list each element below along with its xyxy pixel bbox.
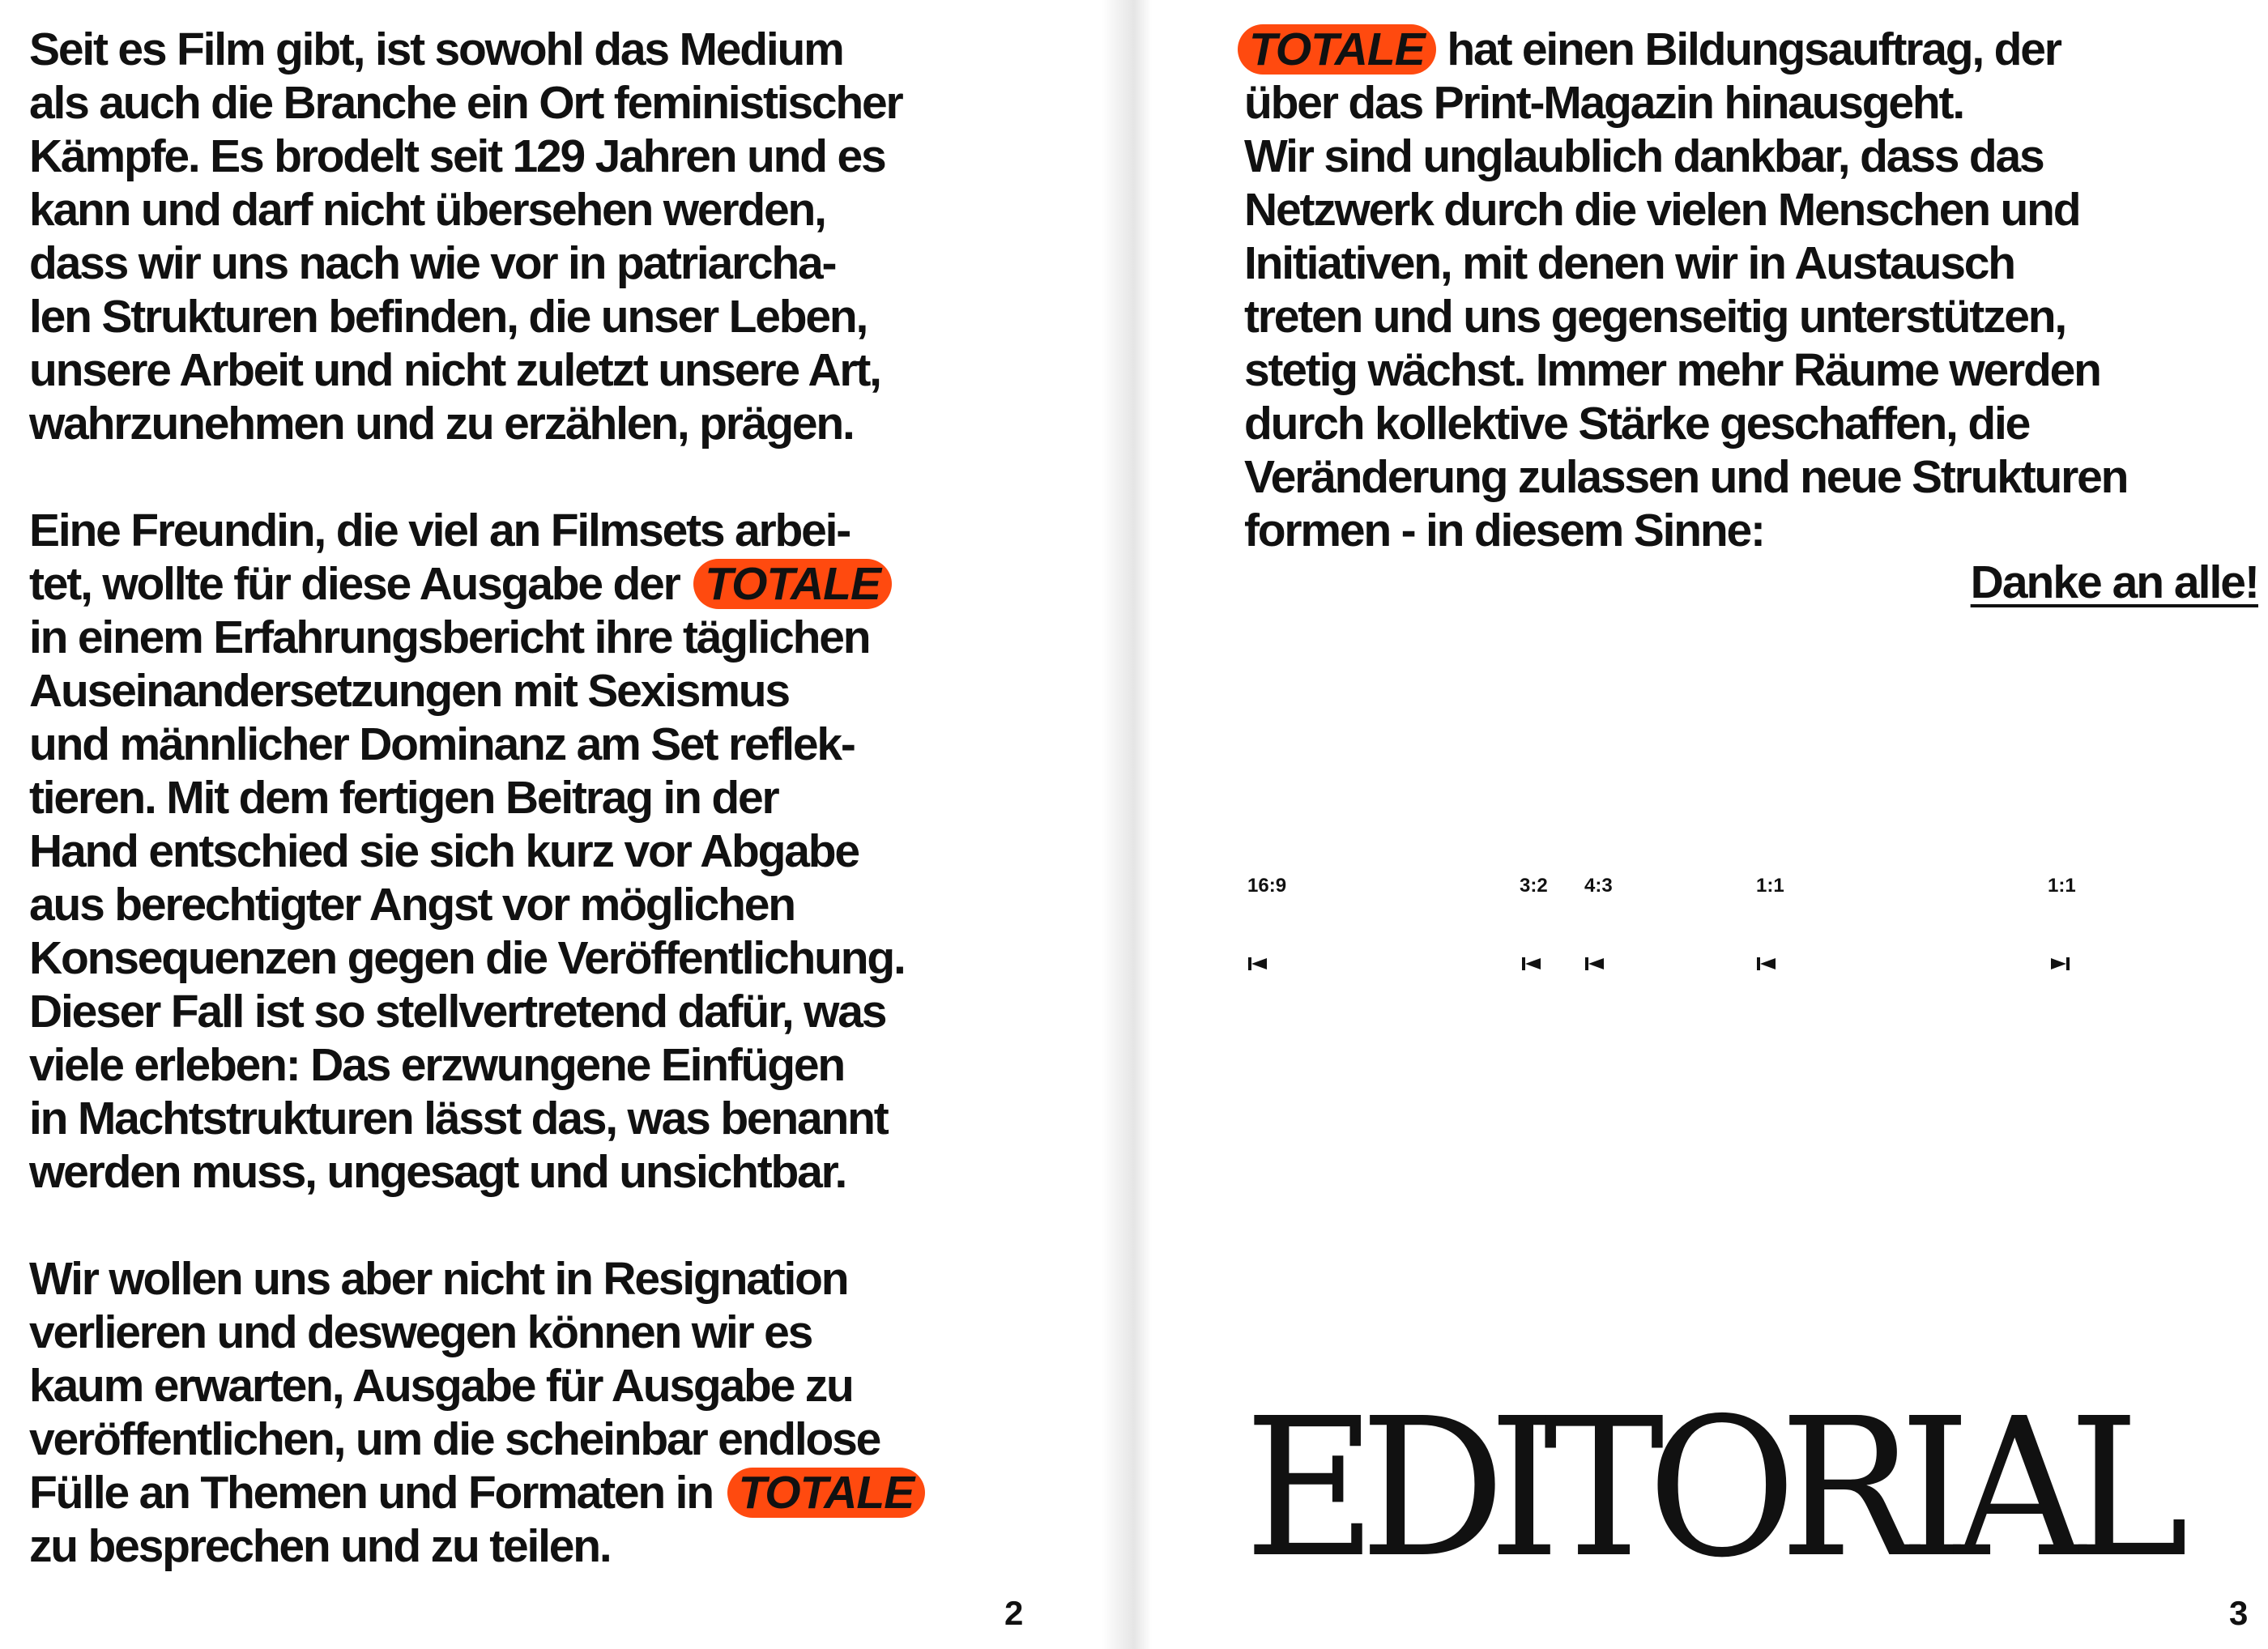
text-line: hat einen Bildungsauftrag, der: [1447, 23, 2061, 75]
paragraph-2: [29, 504, 925, 1199]
left-body-text: [29, 23, 925, 1573]
text-line: stetig wächst. Immer mehr Räume werden: [1244, 344, 2100, 396]
text-line: viele erleben: Das erzwungene Einfügen: [29, 1039, 845, 1091]
gutter-shadow: [1102, 0, 1134, 1649]
text-line: aus berechtigter Angst vor möglichen: [29, 879, 795, 931]
paragraph-right: [1244, 23, 2127, 557]
ratio-label-1-1: 1:1: [1756, 875, 1784, 897]
paragraph-1: [29, 23, 925, 450]
text-line: über das Print-Magazin hinausgeht.: [1244, 77, 1963, 129]
right-body-text: [1244, 23, 2127, 557]
text-line: formen - in diesem Sinne:: [1244, 505, 1764, 556]
text-line: wahrzunehmen und zu erzählen, prägen.: [29, 398, 854, 450]
paragraph-gap: [29, 450, 925, 504]
start-marker-icon: [1247, 956, 1268, 972]
text-line: Konsequenzen gegen die Veröffentlichung.: [29, 932, 905, 984]
text-line: tet, wollte für diese Ausgabe der: [29, 558, 680, 610]
totale-highlight: TOTALE: [1238, 24, 1436, 75]
text-line: Seit es Film gibt, ist sowohl das Medium: [29, 23, 843, 75]
text-line: kann und darf nicht übersehen werden,: [29, 184, 825, 236]
text-line: dass wir uns nach wie vor in patriarcha-: [29, 237, 836, 289]
thanks-note: Danke an alle!: [1970, 556, 2258, 608]
totale-highlight: TOTALE: [727, 1468, 926, 1518]
text-line: len Strukturen befinden, die unser Leben,: [29, 291, 868, 343]
text-line: Netzwerk durch die vielen Menschen und: [1244, 184, 2080, 236]
text-line: Wir sind unglaublich dankbar, dass das: [1244, 130, 2044, 182]
editorial-title: EDITORIAL: [1244, 1377, 2172, 1600]
text-line: Wir wollen uns aber nicht in Resignation: [29, 1253, 848, 1305]
text-line: Auseinandersetzungen mit Sexismus: [29, 665, 789, 717]
ratio-label-3-2: 3:2: [1520, 875, 1548, 897]
text-line: kaum erwarten, Ausgabe für Ausgabe zu: [29, 1360, 853, 1412]
text-line: treten und uns gegenseitig unterstützen,: [1244, 291, 2066, 343]
text-line: Fülle an Themen und Formaten in: [29, 1467, 713, 1519]
text-line: veröffentlichen, um die scheinbar endlose: [29, 1413, 880, 1465]
start-marker-icon: [1584, 956, 1605, 972]
ratio-label-16-9: 16:9: [1247, 875, 1287, 897]
page-number-left: 2: [1004, 1594, 1024, 1632]
totale-highlight: TOTALE: [693, 559, 892, 609]
right-page: [1134, 0, 2268, 1649]
text-line: unsere Arbeit und nicht zuletzt unsere Art,: [29, 344, 880, 396]
ratio-label-4-3: 4:3: [1584, 875, 1613, 897]
text-line: in Machtstrukturen lässt das, was benannt: [29, 1093, 888, 1144]
text-line: Hand entschied sie sich kurz vor Abgabe: [29, 825, 859, 877]
text-line: Eine Freundin, die viel an Filmsets arbei-: [29, 505, 850, 556]
text-line: in einem Erfahrungsbericht ihre täglichen: [29, 611, 870, 663]
gutter-shadow: [1134, 0, 1152, 1649]
start-marker-icon: [1521, 956, 1542, 972]
text-line: werden muss, ungesagt und unsichtbar.: [29, 1146, 846, 1198]
text-line: und männlicher Dominanz am Set reflek-: [29, 718, 855, 770]
text-line: zu besprechen und zu teilen.: [29, 1520, 611, 1572]
start-marker-icon: [1756, 956, 1777, 972]
text-line: Kämpfe. Es brodelt seit 129 Jahren und es: [29, 130, 885, 182]
ratio-label-1-1-end: 1:1: [2048, 875, 2076, 897]
text-line: verlieren und deswegen können wir es: [29, 1306, 812, 1358]
text-line: Initiativen, mit denen wir in Austausch: [1244, 237, 2014, 289]
text-line: Dieser Fall ist so stellvertretend dafür, was: [29, 986, 886, 1038]
paragraph-gap: [29, 1199, 925, 1252]
page-number-right: 3: [2229, 1594, 2249, 1632]
text-line: Veränderung zulassen und neue Strukturen: [1244, 451, 2128, 503]
paragraph-3: [29, 1252, 925, 1573]
text-line: tieren. Mit dem fertigen Beitrag in der: [29, 772, 778, 824]
text-line: als auch die Branche ein Ort feministischer: [29, 77, 902, 129]
text-line: durch kollektive Stärke geschaffen, die: [1244, 398, 2030, 450]
end-marker-icon: [2049, 956, 2070, 972]
